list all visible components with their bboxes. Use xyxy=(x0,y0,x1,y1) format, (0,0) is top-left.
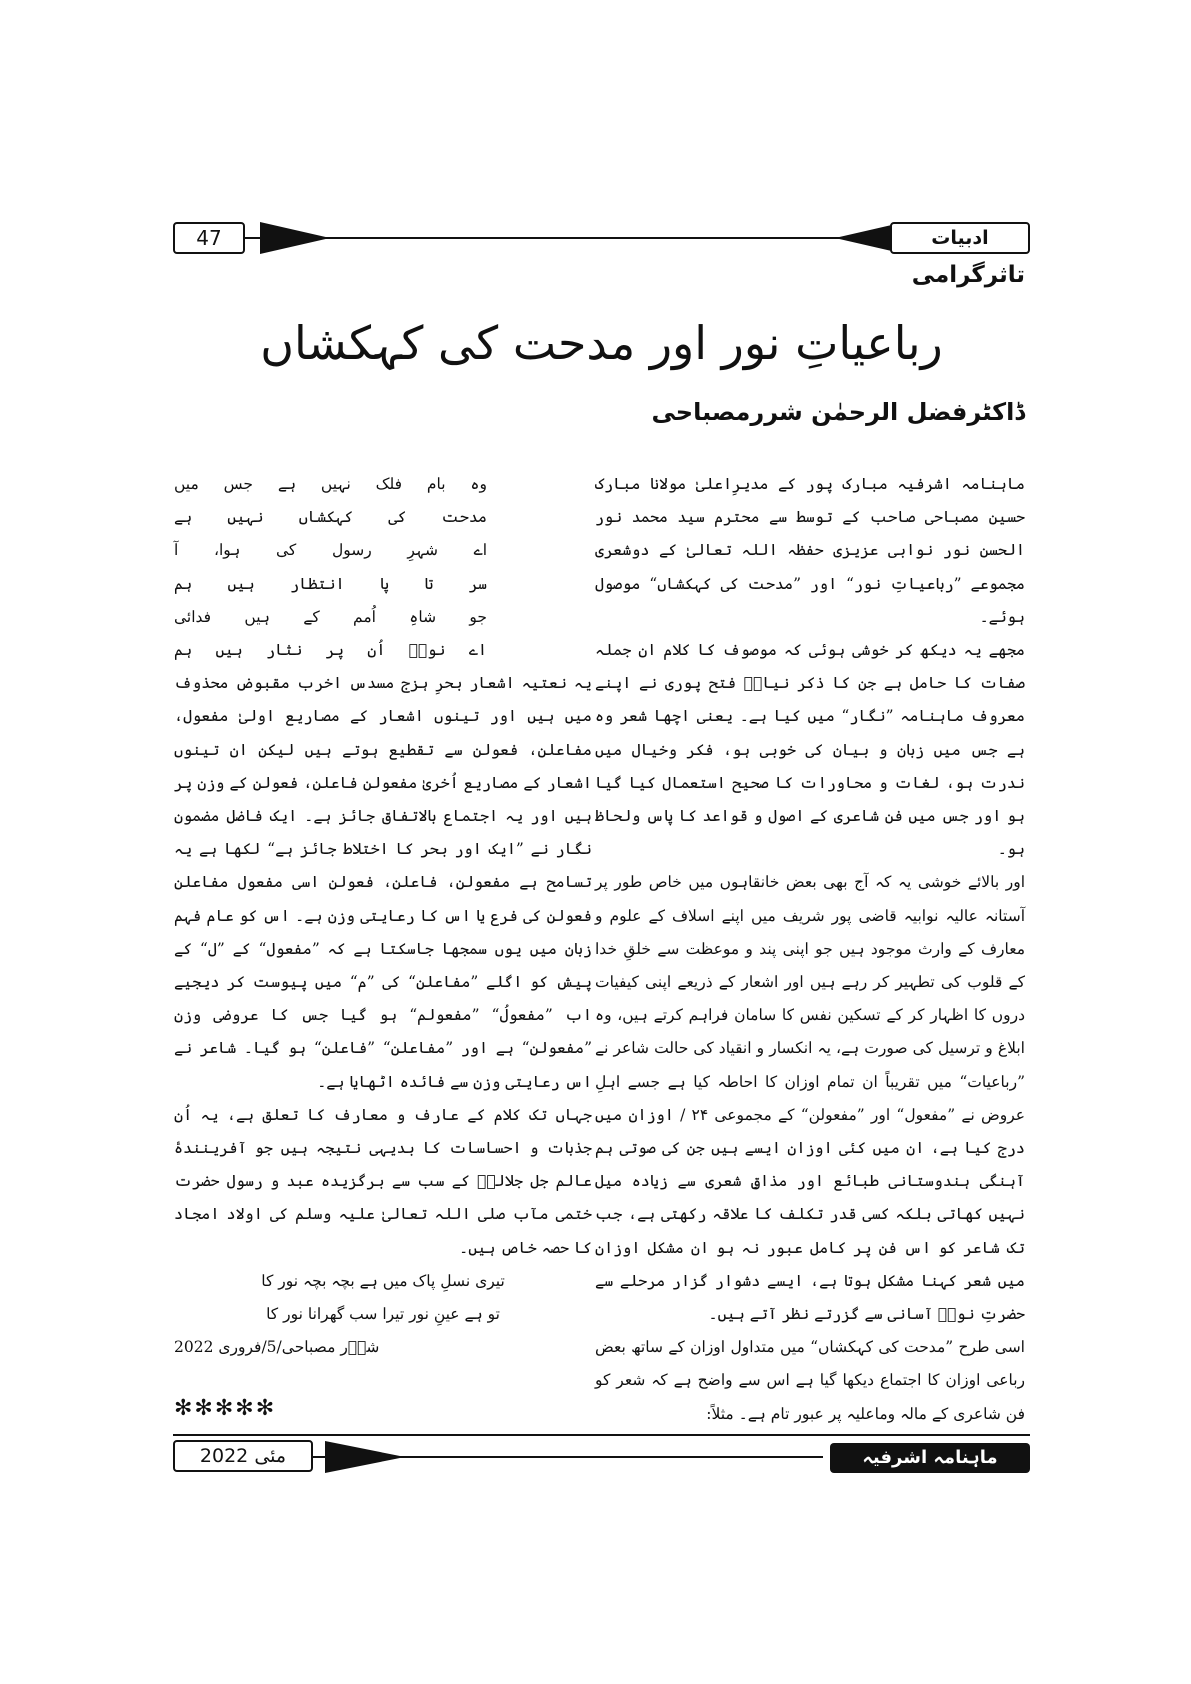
left-paragraph-1: یہ نعتیہ اشعار بحرِ ہزج مسدس اخرب مقبوض محذوف میں ہیں اور تینوں اشعار کے مصاریع اولیٰ مفعول، مفاعلن، فعولن سے تقطیع ہوتے ہیں لیکن ان تینوں اشعار کے مصاریع اُخریٰ مفعولن فاعلن، فعولن کے وزن پر ہیں اور یہ اجتماع بالاتفاق جائز ہے۔ ایک فاضل مضمون نگار نے ”ایک اور بحر کا اختلاط جائز ہے“ لکھا ہے یہ تسامح ہے مفعولن، فاعلن، فعولن اسی مفعول مفاعلن فعولن کی فرع یا اس کا رعایتی وزن ہے۔ اس کو عام فہم زبان میں یوں سمجھا جاسکتا ہے کہ ”مفعول“ کے ”ل“ کے پیش کو اگلے ”مفاعلن“ کی ”م“ میں پیوست کر دیجیے اب ”مفعولُ“ ”مفعولم“ ہو گیا جس کا عروضی وزن ”مفعولن“ ہے اور ”مفاعلن“ ”فاعلن“ ہو گیا۔ شاعر نے اس رعایتی وزن سے فائدہ اٹھایا ہے۔ xyxy=(174,674,592,1091)
left-paragraph-2: جہاں تک کلام کے عارف و معارف کا تعلق ہے، یہ اُن جذبات و احساسات کا بدیہی نتیجہ ہیں جو آفرینندۂ عالم جل جلالہٗ کے سب سے برگزیدہ عبد و رسول حضرت ختمی مآب صلی اللہ تعالیٰ علیہ وسلم کی اولاد امجاد کا حصہ خاص ہیں۔ xyxy=(174,1105,592,1257)
right-paragraph-3: اور بالائے خوشی یہ کہ آج بھی بعض خانقاہوں میں خاص طور پر آستانہ عالیہ نوابیہ قاضی پور شریف میں اپنے اسلاف کے علوم و معارف کے وارث موجود ہیں جو اپنی پند و موعظت سے خلقِ خدا کے قلوب کی تطہیر کر رہے ہیں اور اشعار کے ذریعے اپنی کیفیات دروں کا اظہار کر کے تسکین نفس کا سامان فراہم کرتے ہیں، وہ ابلاغ و ترسیل کی صورت ہے، یہ انکسار و انقیاد کی حالت شاعر نے ”رباعیات“ میں تقریباً ان تمام اوزان کا احاطہ کیا ہے جسے اہلِ عروض نے ”مفعول“ اور ”مفعولن“ کے مجموعی ۲۴ / اوزان میں درج کیا ہے، ان میں کئی اوزان ایسے ہیں جن کی صوتی ہم آہنگی ہندوستانی طبائع اور مذاقِ شعری سے زیادہ میل نہیں کھاتی بلکہ کسی قدر تکلف کا علاقہ رکھتی ہے، جب تک شاعر کو اس فن پر کامل عبور نہ ہو ان مشکل اوزان میں شعر کہنا مشکل ہوتا ہے، ایسے دشوار گزار مرحلے سے حضرتِ نورؔ آسانی سے گزرتے نظر آتے ہیں۔ xyxy=(595,873,1025,1324)
signature: شرؔر مصباحی/5/فروری 2022 xyxy=(174,1338,380,1357)
issue-date: مئی 2022 xyxy=(173,1440,313,1472)
verse-block xyxy=(174,468,592,667)
section-label: ادبیات xyxy=(890,222,1030,254)
right-paragraph-4: اسی طرح ”مدحت کی کہکشاں“ میں متداول اوزان کے ساتھ بعض رباعی اوزان کا اجتماع دیکھا گیا ہے اس سے واضح ہے کہ شعر کو فن شاعری کے مالہ وماعلیہ پر عبور تام ہے۔ مثلاً: xyxy=(595,1338,1025,1423)
verse-line: مدحت کی کہکشاں نہیں ہے xyxy=(174,508,487,527)
right-paragraph-1: ماہنامہ اشرفیہ مبارک پور کے مدیرِاعلیٰ مولانا مبارک حسین مصباحی صاحب کے توسط سے محترم سید محمد نور الحسن نور نوابی عزیزی حفظہ اللہ تعالیٰ کے دوشعری مجموعے ”رباعیاتِ نور“ اور ”مدحت کی کہکشاں“ موصول ہوئے۔ xyxy=(595,475,1025,626)
article-author: ڈاکٹرفضل الرحمٰن شررمصباحی xyxy=(651,398,1025,426)
magazine-name: ماہنامہ اشرفیہ xyxy=(830,1443,1030,1473)
article-title: رباعیاتِ نور اور مدحت کی کہکشاں xyxy=(260,316,943,370)
ornament-stars: ✻✻✻✻✻ xyxy=(174,1396,277,1421)
verse-line: جو شاہِ اُمم کے ہیں فدائی xyxy=(174,607,487,626)
left-column xyxy=(174,468,592,1364)
closing-verse-line: تیری نسلِ پاک میں ہے بچہ بچہ نور کا xyxy=(261,1271,505,1290)
footer-rule xyxy=(173,1434,1030,1436)
right-paragraph-2: مجھے یہ دیکھ کر خوشی ہوئی کہ موصوف کا کلام ان جملہ صفات کا حامل ہے جن کا ذکر نیازؔ فتح پوری نے اپنے معروف ماہنامہ ”نگار“ میں کیا ہے۔ یعنی اچھا شعر وہ ہے جس میں زبان و بیان کی خوبی ہو، فکر وخیال میں ندرت ہو، لغات و محاورات کا صحیح استعمال کیا گیا ہو اور جس میں فن شاعری کے اصول و قواعد کا پاس ولحاظ ہو۔ xyxy=(595,641,1025,859)
header-wedge-left xyxy=(260,222,330,254)
closing-verse-line: تو ہے عینِ نور تیرا سب گھرانا نور کا xyxy=(266,1305,500,1324)
verse-line: اے شہرِ رسول کی ہوا، آ xyxy=(174,541,487,560)
footer-wedge xyxy=(325,1441,405,1473)
right-column xyxy=(595,468,1025,1431)
subsection-label: تاثرگرامی xyxy=(911,262,1025,288)
verse-line: وہ بام فلک نہیں ہے جس میں xyxy=(174,475,487,493)
verse-line: سر تا پا انتظار ہیں ہم xyxy=(174,574,487,593)
page-number: 47 xyxy=(173,222,245,254)
verse-line: اے نورؔ اُن پر نثار ہیں ہم xyxy=(174,641,487,660)
